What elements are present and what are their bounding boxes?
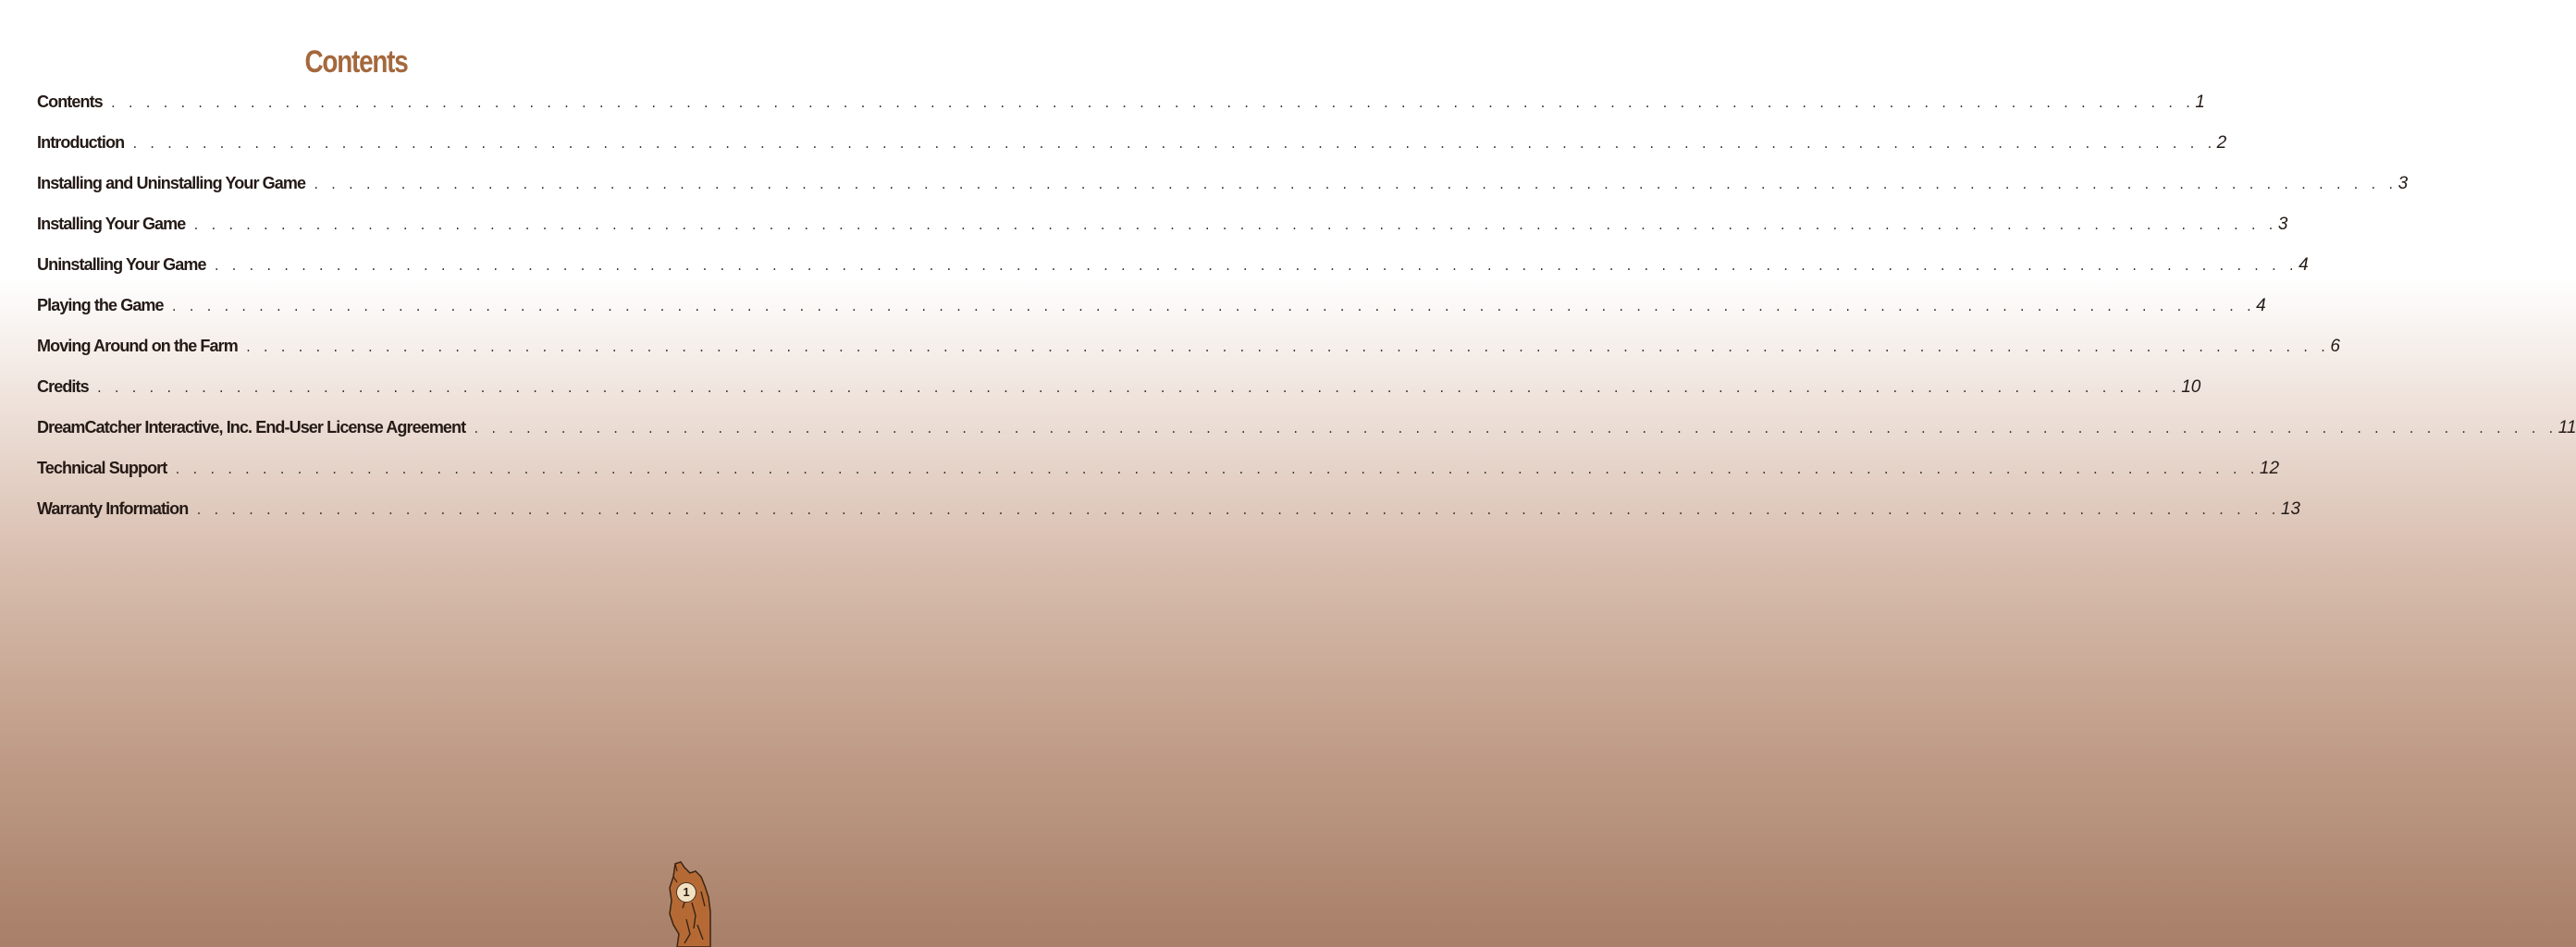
- toc-entry-title: Moving Around on the Farm: [37, 337, 238, 355]
- toc-dot-leader: . . . . . . . . . . . . . . . . . . . . . . . . . . . . . . . . . . . . . . . . . . . . . . . . . . . . . . . . . . . . . . . . . . . . . . . . . . . . . . . . . . . . . . . . . . . . . . . . . . . . . . . . . . . . . . . . . . . . . . . .: [244, 341, 2329, 354]
- toc-entry[interactable]: [37, 215, 2288, 255]
- toc-entry[interactable]: [37, 337, 2340, 377]
- toc-entry-title: Installing and Uninstalling Your Game: [37, 174, 306, 192]
- toc-entry[interactable]: [37, 255, 2309, 296]
- toc-entry-page-number: 10: [2181, 377, 2201, 397]
- table-of-contents: [37, 92, 2576, 540]
- toc-dot-leader: . . . . . . . . . . . . . . . . . . . . . . . . . . . . . . . . . . . . . . . . . . . . . . . . . . . . . . . . . . . . . . . . . . . . . . . . . . . . . . . . . . . . . . . . . . . . . . . . . . . . . . . . . . . . . . . . . . . . . . . .: [170, 301, 2255, 314]
- toc-dot-leader: . . . . . . . . . . . . . . . . . . . . . . . . . . . . . . . . . . . . . . . . . . . . . . . . . . . . . . . . . . . . . . . . . . . . . . . . . . . . . . . . . . . . . . . . . . . . . . . . . . . . . . . . . . . . . . . . . . . . . . . .: [473, 423, 2557, 436]
- toc-entry-title: Introduction: [37, 133, 125, 152]
- page-title: Contents: [304, 44, 408, 80]
- toc-dot-leader: . . . . . . . . . . . . . . . . . . . . . . . . . . . . . . . . . . . . . . . . . . . . . . . . . . . . . . . . . . . . . . . . . . . . . . . . . . . . . . . . . . . . . . . . . . . . . . . . . . . . . . . . . . . . . . . . . . . . . . . .: [213, 260, 2298, 273]
- page-number-badge: 1: [676, 882, 696, 903]
- toc-entry[interactable]: [37, 418, 2576, 459]
- toc-dot-leader: . . . . . . . . . . . . . . . . . . . . . . . . . . . . . . . . . . . . . . . . . . . . . . . . . . . . . . . . . . . . . . . . . . . . . . . . . . . . . . . . . . . . . . . . . . . . . . . . . . . . . . . . . . . . . . . . . . . . . . . .: [95, 382, 2180, 395]
- toc-entry-title: Warranty Information: [37, 499, 189, 518]
- toc-entry-page-number: 13: [2280, 499, 2300, 519]
- toc-entry[interactable]: [37, 377, 2201, 418]
- toc-entry-page-number: 11: [2558, 418, 2576, 437]
- toc-entry-page-number: 6: [2330, 337, 2340, 356]
- toc-entry-title: Technical Support: [37, 459, 167, 477]
- toc-entry-title: Uninstalling Your Game: [37, 255, 206, 274]
- toc-entry-page-number: 2: [2216, 133, 2227, 153]
- toc-entry-page-number: 4: [2299, 255, 2309, 275]
- toc-entry[interactable]: [37, 174, 2409, 215]
- toc-entry-title: Credits: [37, 377, 89, 396]
- toc-dot-leader: . . . . . . . . . . . . . . . . . . . . . . . . . . . . . . . . . . . . . . . . . . . . . . . . . . . . . . . . . . . . . . . . . . . . . . . . . . . . . . . . . . . . . . . . . . . . . . . . . . . . . . . . . . . . . . . . . . . . . . . .: [192, 219, 2276, 232]
- toc-entry[interactable]: [37, 296, 2266, 337]
- toc-entry-title: DreamCatcher Interactive, Inc. End-User License Agreement: [37, 418, 466, 437]
- toc-dot-leader: . . . . . . . . . . . . . . . . . . . . . . . . . . . . . . . . . . . . . . . . . . . . . . . . . . . . . . . . . . . . . . . . . . . . . . . . . . . . . . . . . . . . . . . . . . . . . . . . . . . . . . . . . . . . . . . . . . . . . . . .: [174, 463, 2258, 476]
- toc-entry-page-number: 4: [2256, 296, 2266, 315]
- toc-entry-title: Contents: [37, 92, 103, 111]
- toc-entry[interactable]: [37, 459, 2280, 499]
- horse-head-icon: [668, 860, 712, 947]
- toc-entry-page-number: 12: [2259, 459, 2280, 478]
- toc-entry[interactable]: [37, 499, 2300, 540]
- toc-entry[interactable]: [37, 92, 2205, 133]
- toc-dot-leader: . . . . . . . . . . . . . . . . . . . . . . . . . . . . . . . . . . . . . . . . . . . . . . . . . . . . . . . . . . . . . . . . . . . . . . . . . . . . . . . . . . . . . . . . . . . . . . . . . . . . . . . . . . . . . . . . . . . . . . . .: [109, 97, 2194, 110]
- toc-entry-page-number: 1: [2195, 92, 2205, 112]
- toc-dot-leader: . . . . . . . . . . . . . . . . . . . . . . . . . . . . . . . . . . . . . . . . . . . . . . . . . . . . . . . . . . . . . . . . . . . . . . . . . . . . . . . . . . . . . . . . . . . . . . . . . . . . . . . . . . . . . . . . . . . . . . . .: [313, 178, 2397, 191]
- toc-entry[interactable]: [37, 133, 2227, 174]
- toc-entry-page-number: 3: [2277, 215, 2288, 234]
- toc-dot-leader: . . . . . . . . . . . . . . . . . . . . . . . . . . . . . . . . . . . . . . . . . . . . . . . . . . . . . . . . . . . . . . . . . . . . . . . . . . . . . . . . . . . . . . . . . . . . . . . . . . . . . . . . . . . . . . . . . . . . . . . .: [195, 504, 2279, 517]
- toc-entry-title: Installing Your Game: [37, 215, 186, 233]
- toc-entry-page-number: 3: [2397, 174, 2409, 193]
- toc-dot-leader: . . . . . . . . . . . . . . . . . . . . . . . . . . . . . . . . . . . . . . . . . . . . . . . . . . . . . . . . . . . . . . . . . . . . . . . . . . . . . . . . . . . . . . . . . . . . . . . . . . . . . . . . . . . . . . . . . . . . . . . .: [131, 138, 2215, 151]
- toc-entry-title: Playing the Game: [37, 296, 164, 314]
